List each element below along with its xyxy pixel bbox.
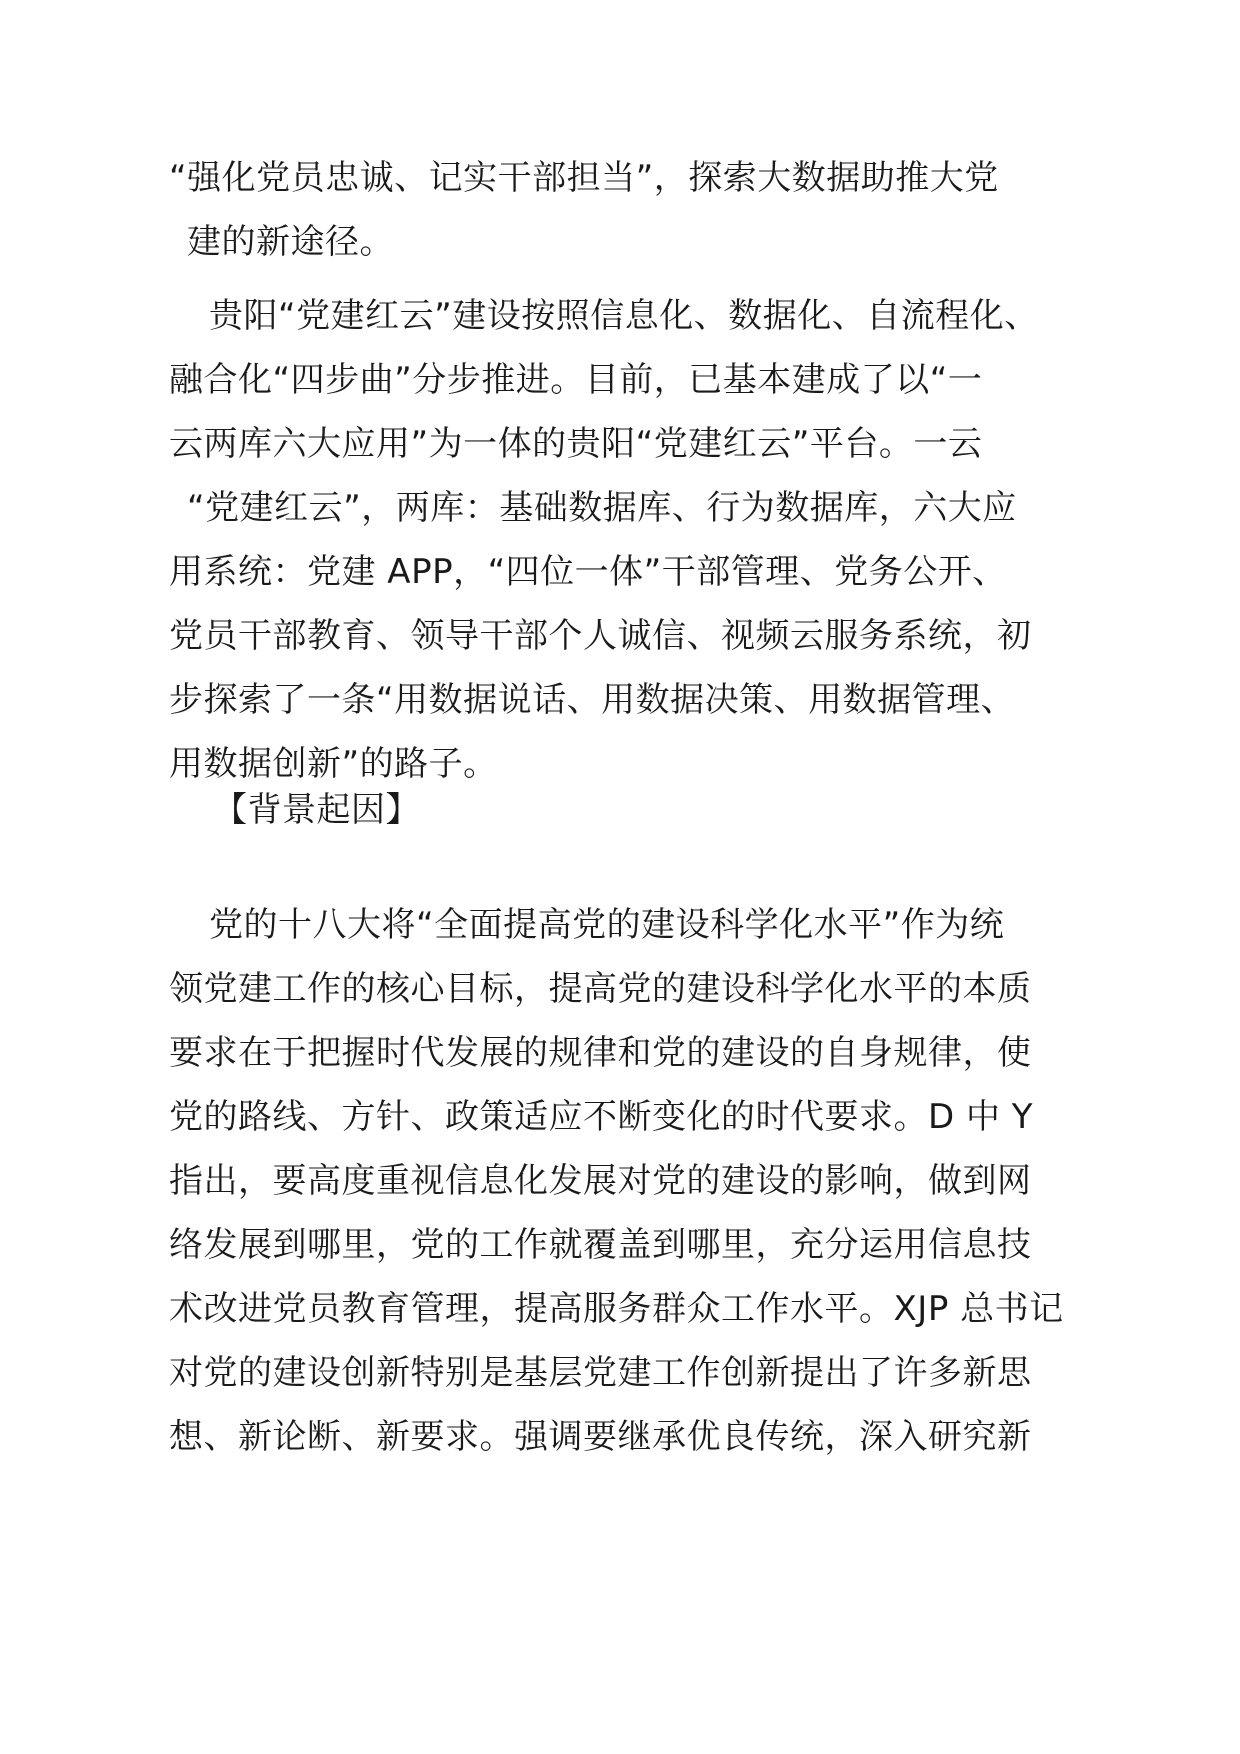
text-line: 党的路线、方针、政策适应不断变化的时代要求。D 中 Y: [169, 1097, 1034, 1137]
text-line: 想、新论断、新要求。强调要继承优良传统，深入研究新: [169, 1417, 1032, 1457]
section-heading: 【背景起因】: [213, 790, 420, 830]
paragraph-background: [169, 893, 1087, 1469]
text-line: 步探索了一条“用数据说话、用数据决策、用数据管理、: [169, 680, 1016, 720]
section-heading-background: [187, 778, 1087, 842]
paragraph-guiyang-cloud: [169, 284, 1087, 796]
text-line: 术改进党员教育管理，提高服务群众工作水平。XJP 总书记: [169, 1289, 1064, 1329]
text-line: 贵阳“党建红云”建设按照信息化、数据化、自流程化、: [209, 296, 1039, 336]
text-line: 党的十八大将“全面提高党的建设科学化水平”作为统: [209, 905, 1005, 945]
text-line: 对党的建设创新特别是基层党建工作创新提出了许多新思: [169, 1353, 1032, 1393]
text-line: 用系统：党建 APP，“四位一体”干部管理、党务公开、: [169, 552, 1007, 592]
paragraph-intro-continuation: [169, 146, 1069, 274]
text-line: 络发展到哪里，党的工作就覆盖到哪里，充分运用信息技: [169, 1225, 1032, 1265]
text-line: 用数据创新”的路子。: [169, 744, 498, 784]
text-line: 融合化“四步曲”分步推进。目前，已基本建成了以“一: [169, 360, 983, 400]
text-line: 领党建工作的核心目标，提高党的建设科学化水平的本质: [169, 969, 1032, 1009]
text-line: “强化党员忠诚、记实干部担当”，探索大数据助推大党: [169, 158, 999, 198]
text-line: 建的新途径。: [187, 222, 394, 262]
text-line: “党建红云”，两库：基础数据库、行为数据库，六大应: [187, 488, 1017, 528]
text-line: 要求在于把握时代发展的规律和党的建设的自身规律，使: [169, 1033, 1032, 1073]
text-line: 指出，要高度重视信息化发展对党的建设的影响，做到网: [169, 1161, 1032, 1201]
text-line: 云两库六大应用”为一体的贵阳“党建红云”平台。一云: [169, 424, 983, 464]
text-line: 党员干部教育、领导干部个人诚信、视频云服务系统，初: [169, 616, 1032, 656]
